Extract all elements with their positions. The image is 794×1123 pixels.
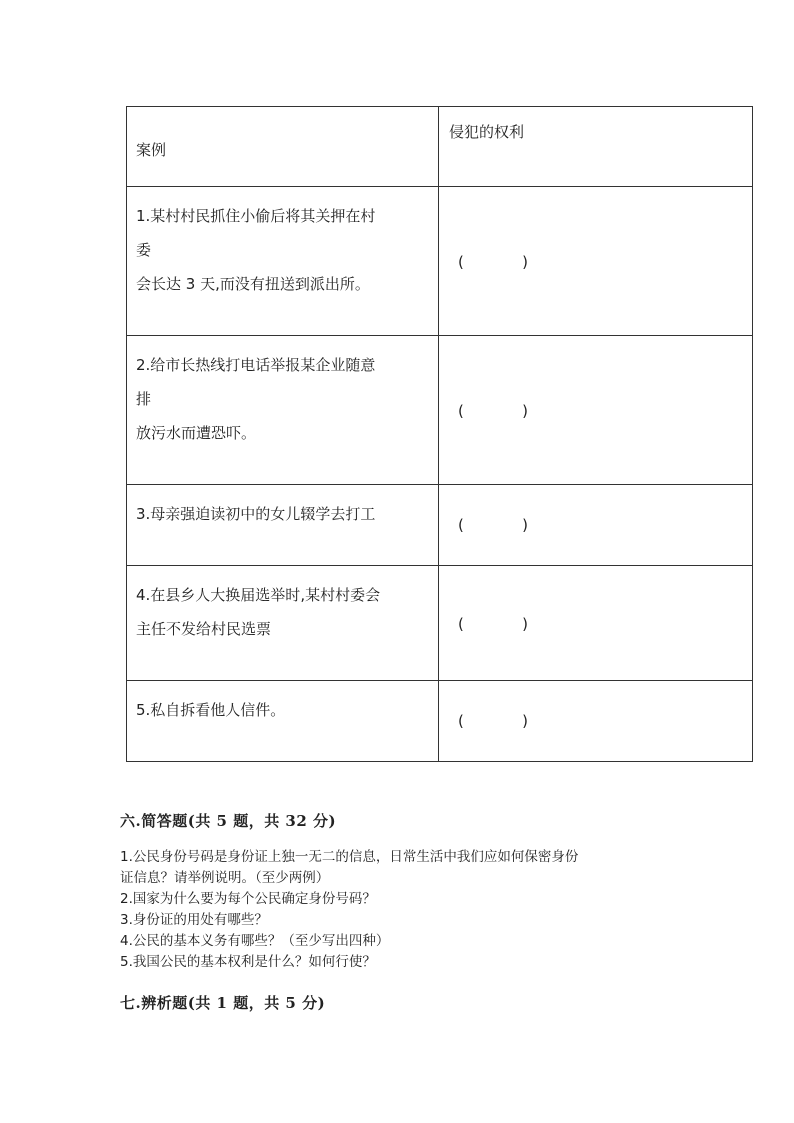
paren-close: ) [522, 516, 528, 534]
header-case: 案例 [127, 107, 439, 187]
paren-open: ( [458, 402, 464, 420]
case-line: 排 [136, 390, 152, 408]
case-line: 4.在县乡人大换届选举时,某村村委会 [136, 586, 381, 604]
answer-cell [439, 485, 753, 566]
question-line: 1.公民身份号码是身份证上独一无二的信息，日常生活中我们应如何保密身份 [120, 849, 579, 865]
case-line: 2.给市长热线打电话举报某企业随意 [136, 356, 376, 374]
paren-close: ) [522, 402, 528, 420]
answer-cell [439, 566, 753, 681]
header-right: 侵犯的权利 [439, 107, 753, 187]
answer-blank[interactable] [458, 711, 528, 731]
section-seven-title: 七.辨析题(共 1 题，共 5 分) [120, 994, 326, 1012]
question-line: 3.身份证的用处有哪些？ [120, 912, 268, 928]
case-line: 会长达 3 天,而没有扭送到派出所。 [136, 275, 370, 293]
paren-open: ( [458, 253, 464, 271]
case-line: 3.母亲强迫读初中的女儿辍学去打工 [136, 505, 376, 523]
paren-open: ( [458, 712, 464, 730]
table-header-row [127, 107, 753, 187]
answer-blank[interactable] [458, 401, 528, 421]
answer-cell [439, 681, 753, 762]
case-text [127, 336, 439, 485]
table-row [127, 187, 753, 336]
answer-cell [439, 336, 753, 485]
case-line: 放污水而遭恐吓。 [136, 424, 257, 442]
question-line: 2.国家为什么要为每个公民确定身份号码？ [120, 891, 376, 907]
paren-close: ) [522, 253, 528, 271]
case-text [127, 681, 439, 762]
paren-open: ( [458, 615, 464, 633]
case-line: 委 [136, 241, 152, 259]
question-line: 4.公民的基本义务有哪些？（至少写出四种） [120, 933, 390, 949]
answer-blank[interactable] [458, 252, 528, 272]
case-text [127, 485, 439, 566]
paren-close: ) [522, 712, 528, 730]
case-text [127, 187, 439, 336]
paren-open: ( [458, 516, 464, 534]
case-line: 主任不发给村民选票 [136, 620, 272, 638]
short-answer-questions [120, 847, 680, 973]
case-line: 1.某村村民抓住小偷后将其关押在村 [136, 207, 376, 225]
case-text [127, 566, 439, 681]
question-line: 5.我国公民的基本权利是什么？如何行使？ [120, 954, 376, 970]
answer-blank[interactable] [458, 515, 528, 535]
table-row [127, 681, 753, 762]
section-six-title: 六.简答题(共 5 题，共 32 分) [120, 812, 337, 830]
rights-case-table [126, 106, 753, 762]
paren-close: ) [522, 615, 528, 633]
table-row [127, 566, 753, 681]
table-row [127, 485, 753, 566]
case-line: 5.私自拆看他人信件。 [136, 701, 286, 719]
table-row [127, 336, 753, 485]
answer-blank[interactable] [458, 614, 528, 634]
question-line: 证信息？请举例说明。（至少两例） [120, 870, 330, 886]
answer-cell [439, 187, 753, 336]
